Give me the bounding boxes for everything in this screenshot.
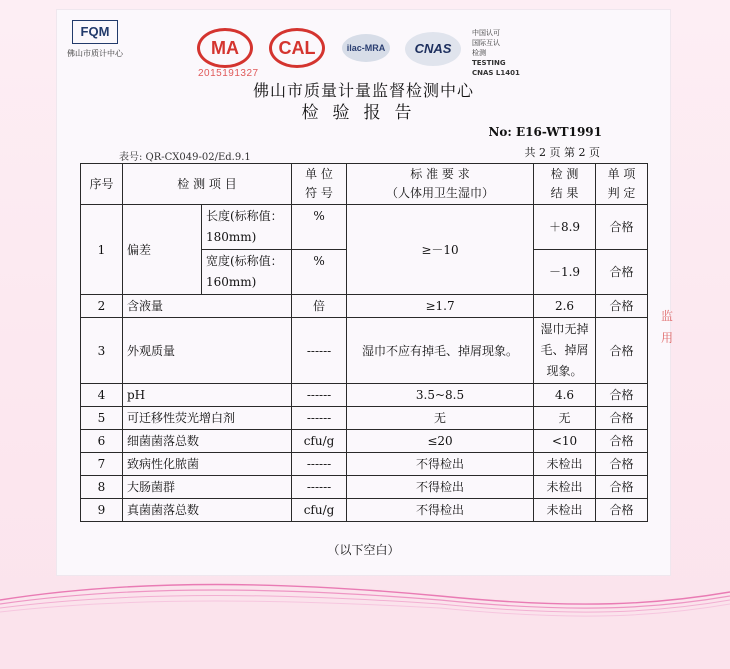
cnas-caption-line: 中国认可 bbox=[472, 29, 500, 37]
row-no: 1 bbox=[81, 205, 123, 295]
row-item: 外观质量 bbox=[123, 318, 292, 384]
header-judgement bbox=[596, 164, 648, 205]
decorative-wave bbox=[0, 570, 730, 669]
cnas-caption-line: TESTING bbox=[472, 59, 506, 67]
row-result: 未检出 bbox=[534, 476, 596, 499]
row-unit: ------ bbox=[292, 407, 347, 430]
row-result: 湿巾无掉毛、掉屑现象。 bbox=[534, 318, 596, 384]
cnas-caption-line: 检测 bbox=[472, 49, 486, 57]
row-judgement: 合格 bbox=[596, 295, 648, 318]
fqm-logo-label: 佛山市质计中心 bbox=[67, 49, 123, 58]
fqm-logo-mark: FQM bbox=[72, 20, 118, 44]
header-judgement-line: 判 定 bbox=[607, 186, 636, 200]
header-result-line: 检 测 bbox=[550, 167, 579, 181]
row-judgement: 合格 bbox=[596, 499, 648, 522]
form-number: 表号: QR-CX049-02/Ed.9.1 bbox=[119, 152, 251, 163]
row-judgement: 合格 bbox=[596, 250, 648, 295]
cnas-logo: CNAS bbox=[405, 32, 461, 66]
header-no: 序号 bbox=[81, 164, 123, 205]
row-unit: ------ bbox=[292, 384, 347, 407]
ilac-mra-logo: ilac-MRA bbox=[342, 34, 390, 62]
row-result: 2.6 bbox=[534, 295, 596, 318]
row-unit: % bbox=[292, 250, 347, 295]
row-unit: ------ bbox=[292, 476, 347, 499]
row-judgement: 合格 bbox=[596, 430, 648, 453]
row-result: 4.6 bbox=[534, 384, 596, 407]
table-row bbox=[81, 430, 648, 453]
report-title: 检验报告 bbox=[301, 103, 426, 123]
row-result: 未检出 bbox=[534, 499, 596, 522]
row-standard: ≤20 bbox=[347, 430, 534, 453]
header-result-line: 结 果 bbox=[550, 186, 579, 200]
row-standard: ≥－10 bbox=[347, 205, 534, 295]
row-no: 6 bbox=[81, 430, 123, 453]
row-subitem-length: 长度(标称值：180mm) bbox=[202, 205, 292, 250]
table-row bbox=[81, 499, 648, 522]
row-standard: 湿巾不应有掉毛、掉屑现象。 bbox=[347, 318, 534, 384]
row-no: 2 bbox=[81, 295, 123, 318]
row-no: 3 bbox=[81, 318, 123, 384]
row-no: 4 bbox=[81, 384, 123, 407]
row-item: 细菌菌落总数 bbox=[123, 430, 292, 453]
row-result: ＋8.9 bbox=[534, 205, 596, 250]
cal-logo: CAL bbox=[269, 28, 325, 68]
header-standard-line: （人体用卫生湿巾） bbox=[386, 186, 495, 200]
row-item: 偏差 bbox=[123, 205, 202, 295]
row-judgement: 合格 bbox=[596, 205, 648, 250]
stamp-code: 2015191327 bbox=[198, 68, 259, 79]
header-standard bbox=[347, 164, 534, 205]
header-unit-line: 符 号 bbox=[305, 186, 333, 200]
table-row bbox=[81, 205, 648, 250]
row-item: 含液量 bbox=[123, 295, 292, 318]
row-standard: 不得检出 bbox=[347, 499, 534, 522]
row-judgement: 合格 bbox=[596, 453, 648, 476]
header-standard-line: 标 准 要 求 bbox=[410, 167, 470, 181]
organization-name: 佛山市质量计量监督检测中心 bbox=[252, 81, 474, 100]
header-result bbox=[534, 164, 596, 205]
table-header-row bbox=[81, 164, 648, 205]
row-standard: 不得检出 bbox=[347, 476, 534, 499]
header-judgement-line: 单 项 bbox=[607, 167, 636, 181]
row-result: 无 bbox=[534, 407, 596, 430]
row-unit: cfu/g bbox=[292, 499, 347, 522]
header-item: 检 测 项 目 bbox=[123, 164, 292, 205]
table-row bbox=[81, 407, 648, 430]
row-no: 7 bbox=[81, 453, 123, 476]
row-no: 9 bbox=[81, 499, 123, 522]
report-number: No: E16-WT1991 bbox=[488, 125, 602, 139]
row-judgement: 合格 bbox=[596, 318, 648, 384]
table-row bbox=[81, 318, 648, 384]
row-subitem-width: 宽度(标称值：160mm) bbox=[202, 250, 292, 295]
row-unit: cfu/g bbox=[292, 430, 347, 453]
row-unit: % bbox=[292, 205, 347, 250]
side-stamp: 监 用 bbox=[660, 309, 673, 345]
row-standard: 不得检出 bbox=[347, 453, 534, 476]
row-unit: 倍 bbox=[292, 295, 347, 318]
row-item: 大肠菌群 bbox=[123, 476, 292, 499]
table-row bbox=[81, 453, 648, 476]
row-item: pH bbox=[123, 384, 292, 407]
row-standard: ≥1.7 bbox=[347, 295, 534, 318]
table-row bbox=[81, 295, 648, 318]
cnas-caption-line: 国际互认 bbox=[472, 39, 500, 47]
header-unit-line: 单 位 bbox=[305, 167, 333, 181]
row-item: 致病性化脓菌 bbox=[123, 453, 292, 476]
row-standard: 3.5~8.5 bbox=[347, 384, 534, 407]
row-judgement: 合格 bbox=[596, 384, 648, 407]
row-result: －1.9 bbox=[534, 250, 596, 295]
report-paper bbox=[57, 10, 670, 575]
row-standard: 无 bbox=[347, 407, 534, 430]
table-row bbox=[81, 476, 648, 499]
row-item: 真菌菌落总数 bbox=[123, 499, 292, 522]
cnas-caption-line: CNAS L1401 bbox=[472, 69, 520, 77]
row-unit: ------ bbox=[292, 453, 347, 476]
fqm-logo bbox=[65, 20, 125, 59]
row-result: 未检出 bbox=[534, 453, 596, 476]
header-unit bbox=[292, 164, 347, 205]
row-item: 可迁移性荧光增白剂 bbox=[123, 407, 292, 430]
row-judgement: 合格 bbox=[596, 476, 648, 499]
table-row bbox=[81, 384, 648, 407]
row-result: <10 bbox=[534, 430, 596, 453]
cnas-caption bbox=[472, 28, 520, 78]
row-no: 5 bbox=[81, 407, 123, 430]
results-table bbox=[80, 163, 648, 522]
row-no: 8 bbox=[81, 476, 123, 499]
page-info: 共 2 页 第 2 页 bbox=[524, 146, 600, 159]
cma-logo: MA bbox=[197, 28, 253, 68]
row-judgement: 合格 bbox=[596, 407, 648, 430]
row-unit: ------ bbox=[292, 318, 347, 384]
blank-below-note: （以下空白） bbox=[327, 543, 400, 557]
